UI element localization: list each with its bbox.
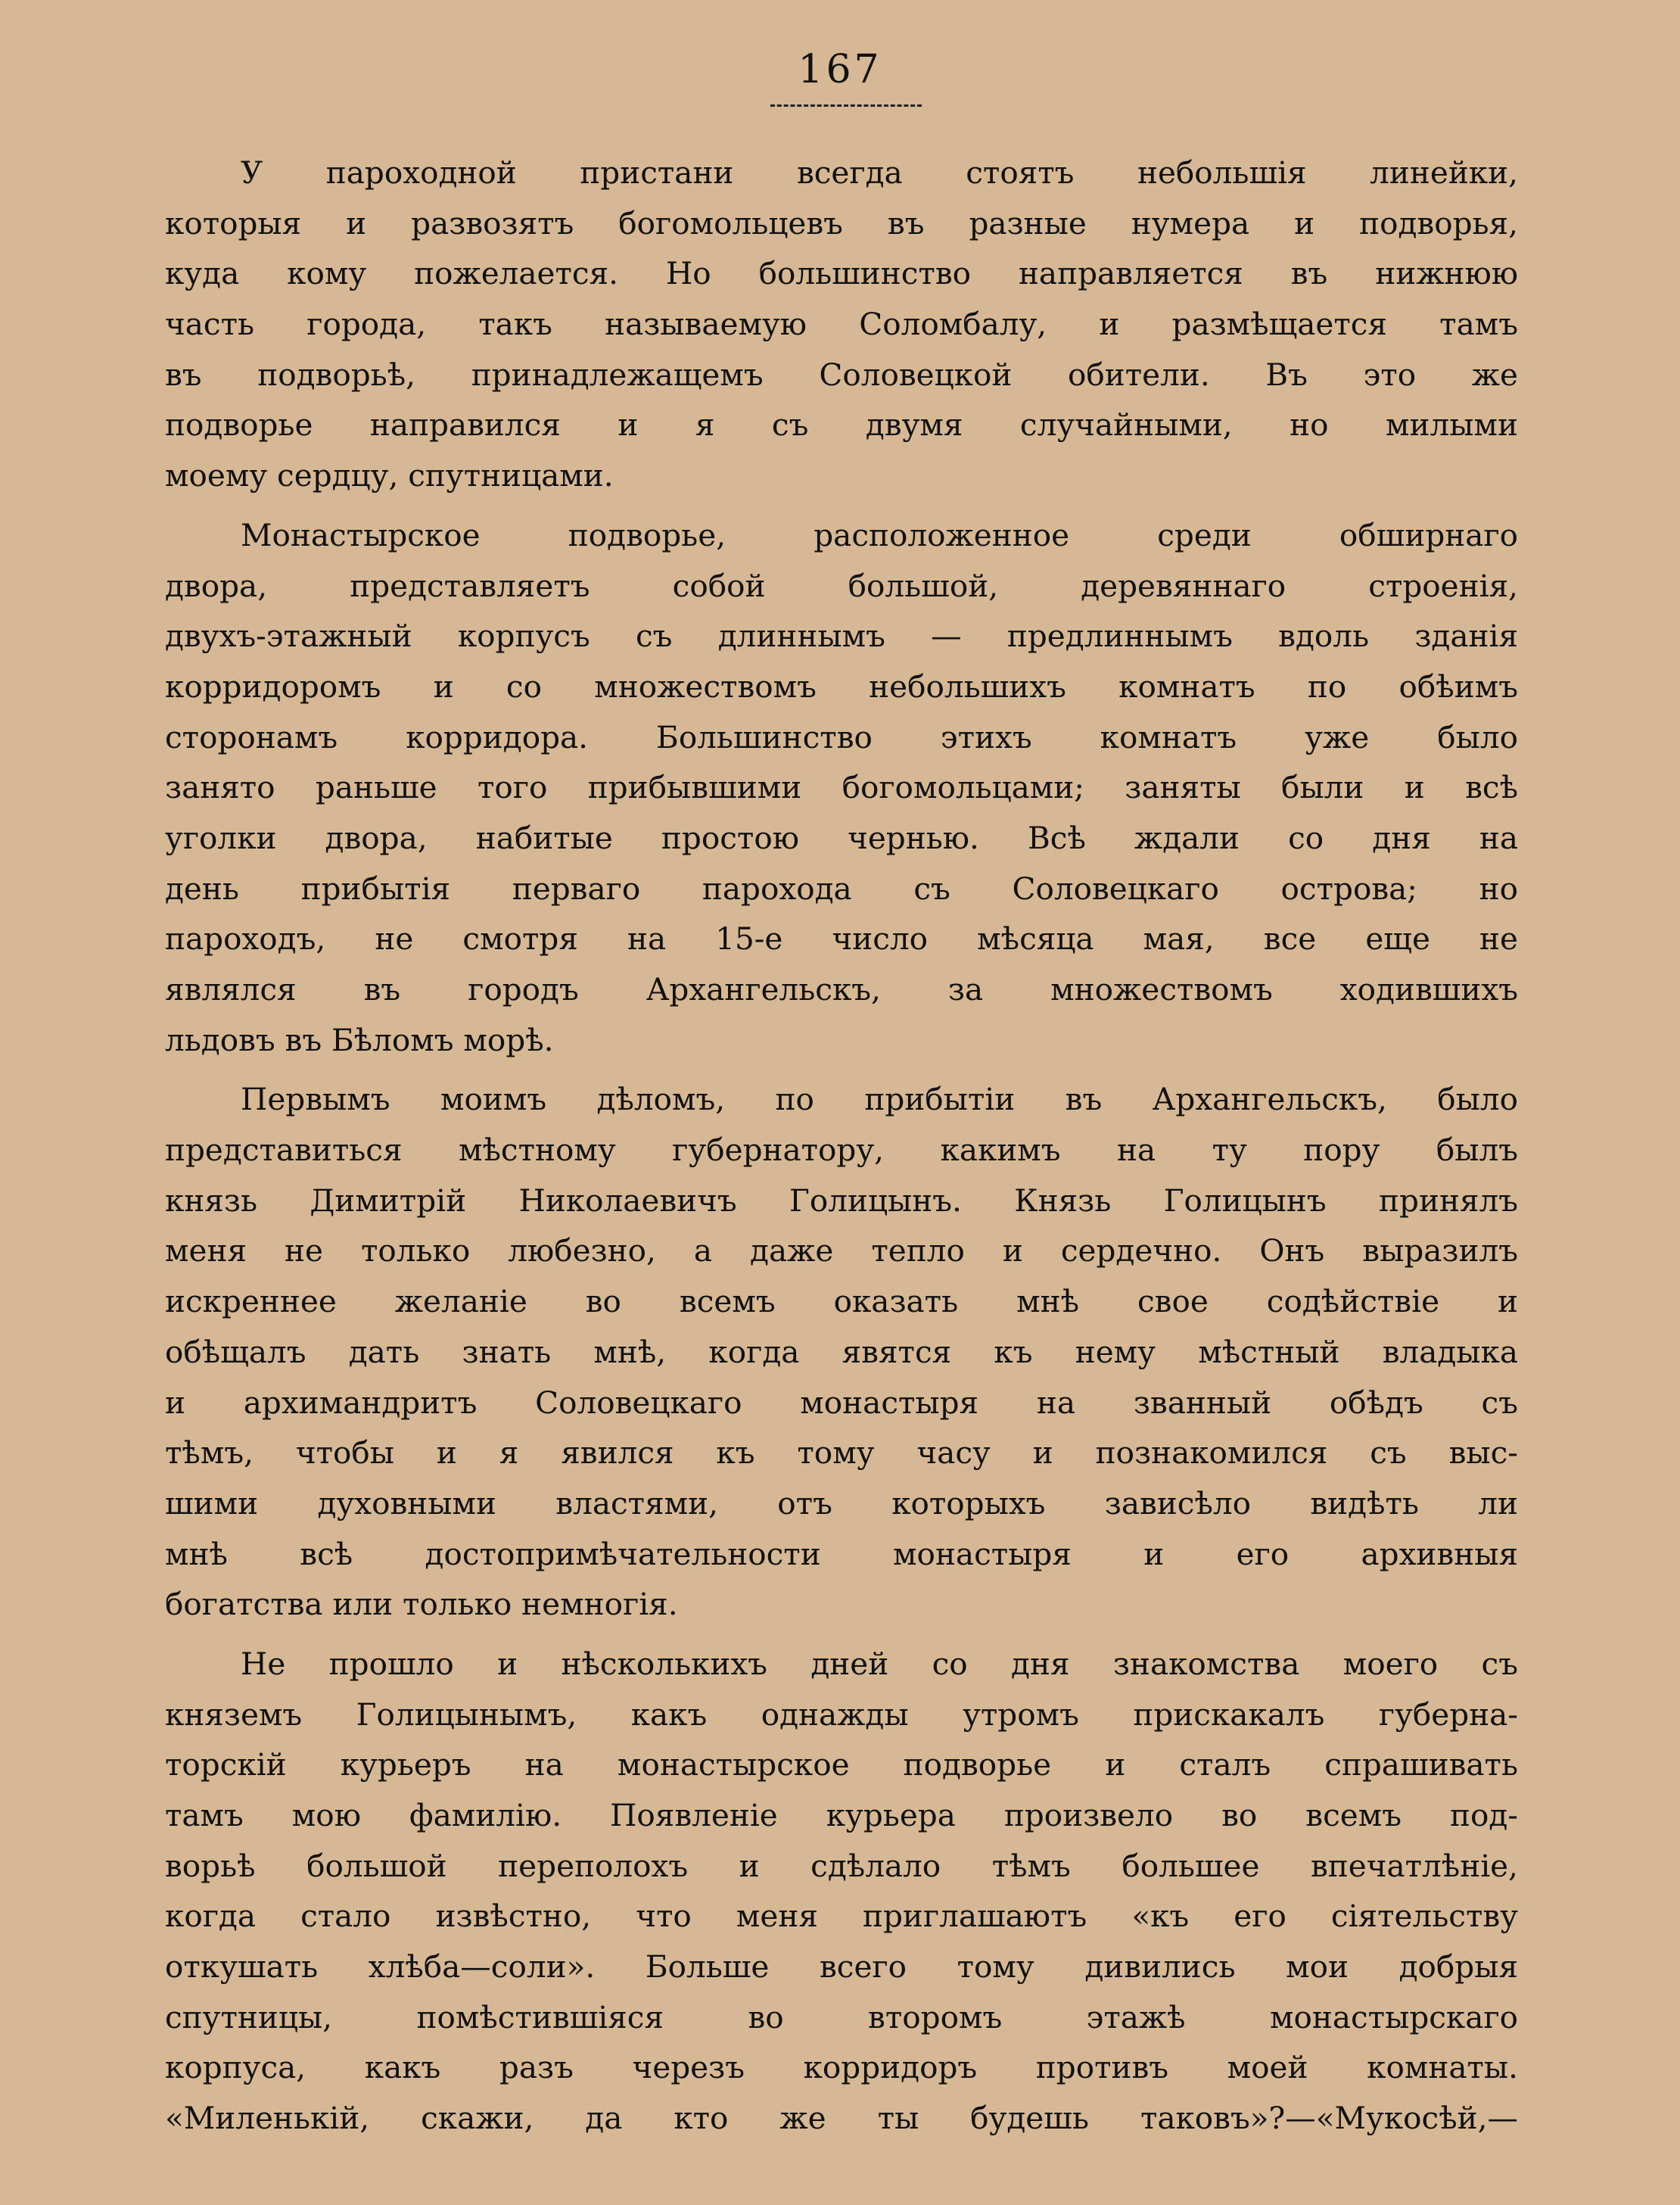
text-line: князь Димитрій Николаевичъ Голицынъ. Князь Голицынъ принялъ: [165, 1182, 1518, 1219]
text-line: пароходъ, не смотря на 15-е число мѣсяца мая, все еще не: [165, 920, 1518, 958]
text-line: Монастырское подворье, расположенное среди обширнаго: [241, 516, 1518, 553]
text-line: представиться мѣстному губернатору, какимъ на ту пору былъ: [165, 1132, 1518, 1169]
text-line: и архимандритъ Соловецкаго монастыря на званный обѣдъ съ: [165, 1384, 1518, 1421]
text-line: двора, представляетъ собой большой, деревяннаго строенія,: [165, 567, 1518, 604]
text-line: моему сердцу, спутницами.: [165, 457, 614, 494]
text-line: корпуса, какъ разъ черезъ корридоръ противъ моей комнаты.: [165, 2049, 1518, 2086]
text-line: когда стало извѣстно, что меня приглашаютъ «къ его сіятельству: [165, 1898, 1518, 1935]
text-line: которыя и развозятъ богомольцевъ въ разные нумера и подворья,: [165, 204, 1518, 241]
text-line: тѣмъ, чтобы и я явился къ тому часу и познакомился съ выс-: [165, 1434, 1518, 1472]
text-line: сторонамъ корридора. Большинство этихъ комнатъ уже было: [165, 718, 1518, 755]
paragraph: [165, 148, 1518, 501]
paragraph: [165, 510, 1518, 1066]
text-line: часть города, такъ называемую Соломбалу, и размѣщается тамъ: [165, 306, 1518, 343]
text-line: обѣщалъ дать знать мнѣ, когда явятся къ нему мѣстный владыка: [165, 1333, 1518, 1370]
text-line: день прибытія перваго парохода съ Соловецкаго острова; но: [165, 870, 1518, 907]
text-line: мнѣ всѣ достопримѣчательности монастыря и его архивныя: [165, 1535, 1518, 1572]
text-line: куда кому пожелается. Но большинство направляется въ нижнюю: [165, 255, 1518, 292]
text-line: Первымъ моимъ дѣломъ, по прибытіи въ Архангельскъ, было: [241, 1081, 1518, 1118]
text-line: корридоромъ и со множествомъ небольшихъ комнатъ по обѣимъ: [165, 668, 1518, 705]
page-number-rule: [770, 104, 922, 107]
text-line: торскій курьеръ на монастырское подворье и сталъ спрашивать: [165, 1746, 1518, 1783]
text-line: двухъ-этажный корпусъ съ длиннымъ — предлиннымъ вдоль зданія: [165, 618, 1518, 655]
text-line: У пароходной пристани всегда стоятъ небольшія линейки,: [241, 154, 1518, 191]
text-line: подворье направился и я съ двумя случайными, но милыми: [165, 406, 1518, 444]
text-line: въ подворьѣ, принадлежащемъ Соловецкой обители. Въ это же: [165, 356, 1518, 393]
paragraph: [165, 1074, 1518, 1630]
text-line: искреннее желаніе во всемъ оказать мнѣ свое содѣйствіе и: [165, 1283, 1518, 1320]
text-line: княземъ Голицынымъ, какъ однажды утромъ прискакалъ губерна-: [165, 1696, 1518, 1733]
page-number: 167: [798, 47, 882, 92]
text-line: откушать хлѣба—соли». Больше всего тому дивились мои добрыя: [165, 1948, 1518, 1985]
text-line: тамъ мою фамилію. Появленіе курьера произвело во всемъ под-: [165, 1797, 1518, 1833]
text-line: меня не только любезно, а даже тепло и сердечно. Онъ выразилъ: [165, 1232, 1518, 1269]
text-line: льдовъ въ Бѣломъ морѣ.: [165, 1021, 554, 1058]
paragraph: [165, 1639, 1518, 2144]
text-line: Не прошло и нѣсколькихъ дней со дня знакомства моего съ: [241, 1645, 1518, 1682]
text-line: богатства или только немногія.: [165, 1586, 678, 1623]
text-line: «Миленькій, скажи, да кто же ты будешь таковъ»?—«Мукосѣй,—: [165, 2100, 1518, 2137]
text-line: занято раньше того прибывшими богомольцами; заняты были и всѣ: [165, 769, 1518, 806]
text-line: уголки двора, набитые простою чернью. Всѣ ждали со дня на: [165, 819, 1518, 856]
text-line: шими духовными властями, отъ которыхъ зависѣло видѣть ли: [165, 1484, 1518, 1521]
text-line: ворьѣ большой переполохъ и сдѣлало тѣмъ большее впечатлѣніе,: [165, 1847, 1518, 1884]
body-text: [165, 148, 1518, 2144]
text-line: спутницы, помѣстившіяся во второмъ этажѣ монастырскаго: [165, 1998, 1518, 2035]
text-line: являлся въ городъ Архангельскъ, за множествомъ ходившихъ: [165, 971, 1518, 1008]
